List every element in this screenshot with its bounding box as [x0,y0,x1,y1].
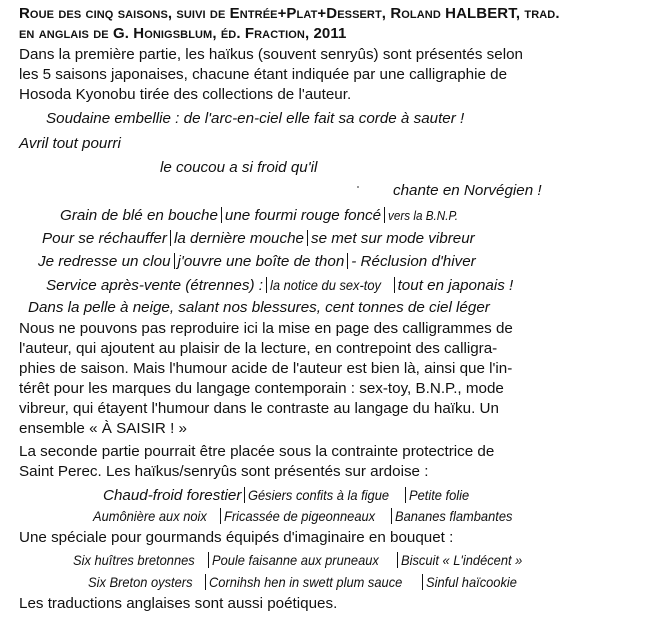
menu-item: Poule faisanne aux pruneaux [212,552,380,568]
separator [405,487,406,503]
commentary-line-6: ensemble « À SAISIR ! » [19,420,187,437]
menu-item: Six Breton oysters [88,574,193,590]
review-title-line-1: Roue des cinq saisons, suivi de Entrée+Plat+Dessert, Roland HALBERT, trad. [19,5,560,22]
intro-line-2: les 5 saisons japonaises, chacune étant indiquée par une calligraphie de [19,66,508,83]
scan-speck [357,186,359,188]
separator [205,574,206,590]
haiku-norvegien: chante en Norvégien ! [393,182,542,199]
separator [220,508,221,524]
menu-item: Fricassée de pigeonneaux [223,508,375,524]
haiku-clou [38,252,476,272]
haiku-service-part-1: Service après-vente (étrennes) : [46,277,263,294]
haiku-service-part-2: la notice du sex-toy [269,277,381,293]
menu-item: Chaud-froid forestier [103,487,242,504]
separator [391,508,392,524]
haiku-grain-part-3: vers la B.N.P. [388,208,459,223]
menu-special-row-1 [73,550,533,571]
review-title-line-2: en anglais de G. Honigsblum, éd. Fraction, 2011 [19,25,347,42]
menu-row-2 [93,506,523,527]
menu-item: Aumônière aux noix [93,508,207,524]
haiku-grain-part-1: Grain de blé en bouche [60,207,218,224]
separator [422,574,423,590]
separator [174,253,175,269]
second-part-line-2: Saint Perec. Les haïkus/senryûs sont présentés sur ardoise : [19,463,429,480]
separator [266,277,267,293]
separator [244,487,245,503]
haiku-clou-part-1: Je redresse un clou [38,253,171,270]
haiku-grain-part-2: une fourmi rouge foncé [224,207,382,224]
haiku-service-part-3: tout en japonais ! [397,277,514,294]
separator [307,230,308,246]
haiku-rechauffer [42,229,475,249]
menu-item: Gésiers confits à la figue [248,487,390,503]
menu-special-row-2 [88,572,525,593]
haiku-soudaine: Soudaine embellie : de l'arc-en-ciel elle fait sa corde à sauter ! [46,110,465,127]
haiku-rechauffer-part-3: se met sur mode vibreur [310,230,475,247]
commentary-line-4: térêt pour les marques du langage contemporain : sex-toy, B.N.P., mode [19,380,504,397]
commentary-line-1: Nous ne pouvons pas reproduire ici la mise en page des calligrammes de [19,320,513,337]
haiku-rechauffer-part-2: la dernière mouche [173,230,304,247]
commentary-line-2: l'auteur, qui ajoutent au plaisir de la lecture, en contrepoint des calligra- [19,340,498,357]
intro-line-1: Dans la première partie, les haïkus (souvent senryûs) sont présentés selon [19,46,523,63]
menu-row-1 [103,485,474,506]
separator [347,253,348,269]
haiku-clou-part-3: - Réclusion d'hiver [351,253,476,270]
separator [394,277,395,293]
haiku-coucou: le coucou a si froid qu'il [160,159,318,176]
menu-item: Petite folie [408,487,469,503]
second-part-line-1: La seconde partie pourrait être placée sous la contrainte protectrice de [19,443,495,460]
separator [397,552,398,568]
intro-line-3: Hosoda Kyonobu tirée des collections de l'auteur. [19,86,352,103]
menu-item: Six huîtres bretonnes [73,552,195,568]
menu-item: Sinful haïcookie [425,574,517,590]
separator [170,230,171,246]
closing-line: Les traductions anglaises sont aussi poétiques. [19,595,338,612]
haiku-avril: Avril tout pourri [19,135,121,152]
commentary-line-3: phies de saison. Mais l'humour acide de l'auteur est bien là, ainsi que l'in- [19,360,513,377]
commentary-line-5: vibreur, qui étayent l'humour dans le contraste au langage du haïku. Un [19,400,499,417]
menu-item: Cornihsh hen in swett plum sauce [208,574,402,590]
menu-item: Biscuit « L'indécent » [400,552,522,568]
haiku-grain [60,206,466,226]
menu-item: Bananes flambantes [394,508,513,524]
haiku-service [46,275,513,296]
separator [221,207,222,223]
haiku-clou-part-2: j'ouvre une boîte de thon [177,253,345,270]
separator [208,552,209,568]
haiku-rechauffer-part-1: Pour se réchauffer [42,230,167,247]
separator [384,207,385,223]
haiku-pelle: Dans la pelle à neige, salant nos blessures, cent tonnes de ciel léger [28,299,490,316]
special-line: Une spéciale pour gourmands équipés d'imaginaire en bouquet : [19,529,454,546]
